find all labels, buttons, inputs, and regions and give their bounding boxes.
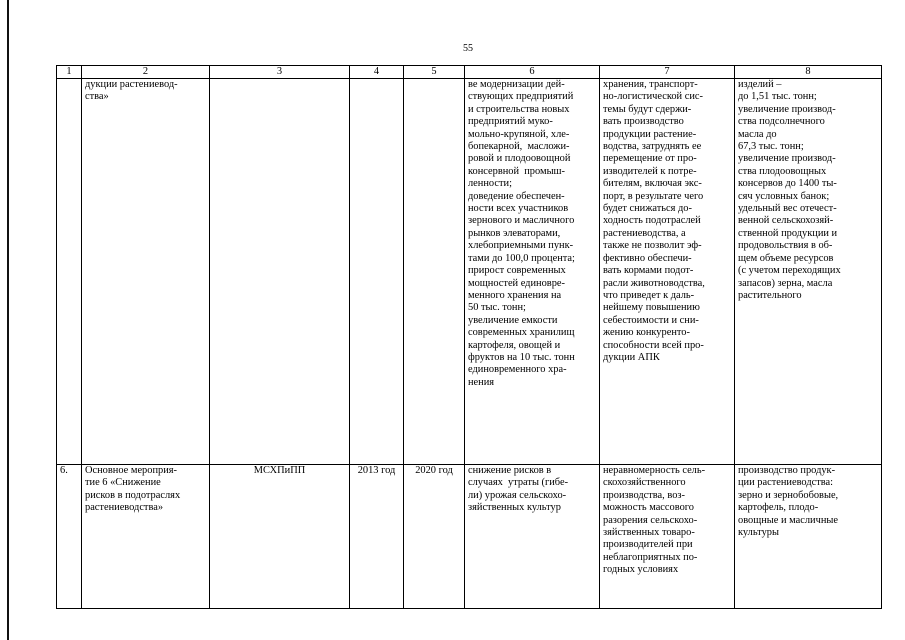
table-row: [57, 465, 882, 609]
executor: [210, 79, 350, 465]
column-header: 8: [735, 66, 882, 79]
measure-name: дукции растениевод- ства»: [82, 79, 210, 465]
row-number: [57, 79, 82, 465]
column-header: 2: [82, 66, 210, 79]
column-header: 4: [350, 66, 404, 79]
indicator-link: изделий – до 1,51 тыс. тонн; увеличение производ- ства подсолнечного масла до 67,3 тыс. тонн; увеличение производ- ства плодоовощных консервов до 1400 ты- сяч условных банок; удельный вес отечест- венной сельскохозяй- ственной продукции и продовольствия в об- щем объеме ресурсов (с учетом переходящих запасов) зерна, масла растительного: [735, 79, 882, 465]
executor: МСХПиПП: [210, 465, 350, 609]
column-header: 1: [57, 66, 82, 79]
measure-name: Основное мероприя- тие 6 «Снижение рисков в подотраслях растениеводства»: [82, 465, 210, 609]
column-header: 6: [465, 66, 600, 79]
column-header: 5: [404, 66, 465, 79]
row-number: 6.: [57, 465, 82, 609]
non-implementation-consequence: хранения, транспорт- но-логистической сис- темы будут сдержи- вать производство продукции растение- водства, затруднять ее перемещение от про- изводителей к потре- бителям, включая экс- порт, в результате чего будет снижаться до- ходность подотраслей растениеводства, а также не позволит эф- фективно обеспечи- вать кормами подот- расли животноводства, что приведет к даль- нейшему повышению себестоимости и сни- жению конкуренто- способности всей про- дукции АПК: [600, 79, 735, 465]
start-year: 2013 год: [350, 465, 404, 609]
program-table: [56, 65, 882, 609]
indicator-link: производство продук- ции растениеводства: зерно и зернобобовые, картофель, плодо- овощные и масличные культуры: [735, 465, 882, 609]
page-number: 55: [463, 43, 473, 54]
expected-result: снижение рисков в случаях утраты (гибе- ли) урожая сельскохо- зяйственных культур: [465, 465, 600, 609]
column-header: 7: [600, 66, 735, 79]
non-implementation-consequence: неравномерность сель- скохозяйственного производства, воз- можность массового разорения сельскохо- зяйственных товаро- производителей при неблагоприятных по- годных условиях: [600, 465, 735, 609]
end-year: [404, 79, 465, 465]
page-left-edge: [7, 0, 9, 640]
table-row: [57, 79, 882, 465]
header-row: [57, 66, 882, 79]
column-header: 3: [210, 66, 350, 79]
expected-result: ве модернизации дей- ствующих предприятий и строительства новых предприятий муко- мольно-крупяной, хле- бопекарной, масложи- ровой и плодоовощной консервной промыш- ленности; доведение обеспечен- ности всех участников зернового и масличного рынков элеваторами, хлебоприемными пунк- тами до 100,0 процента; прирост современных мощностей единовре- менного хранения на 50 тыс. тонн; увеличение емкости современных хранилищ картофеля, овощей и фруктов на 10 тыс. тонн единовременного хра- нения: [465, 79, 600, 465]
start-year: [350, 79, 404, 465]
end-year: 2020 год: [404, 465, 465, 609]
